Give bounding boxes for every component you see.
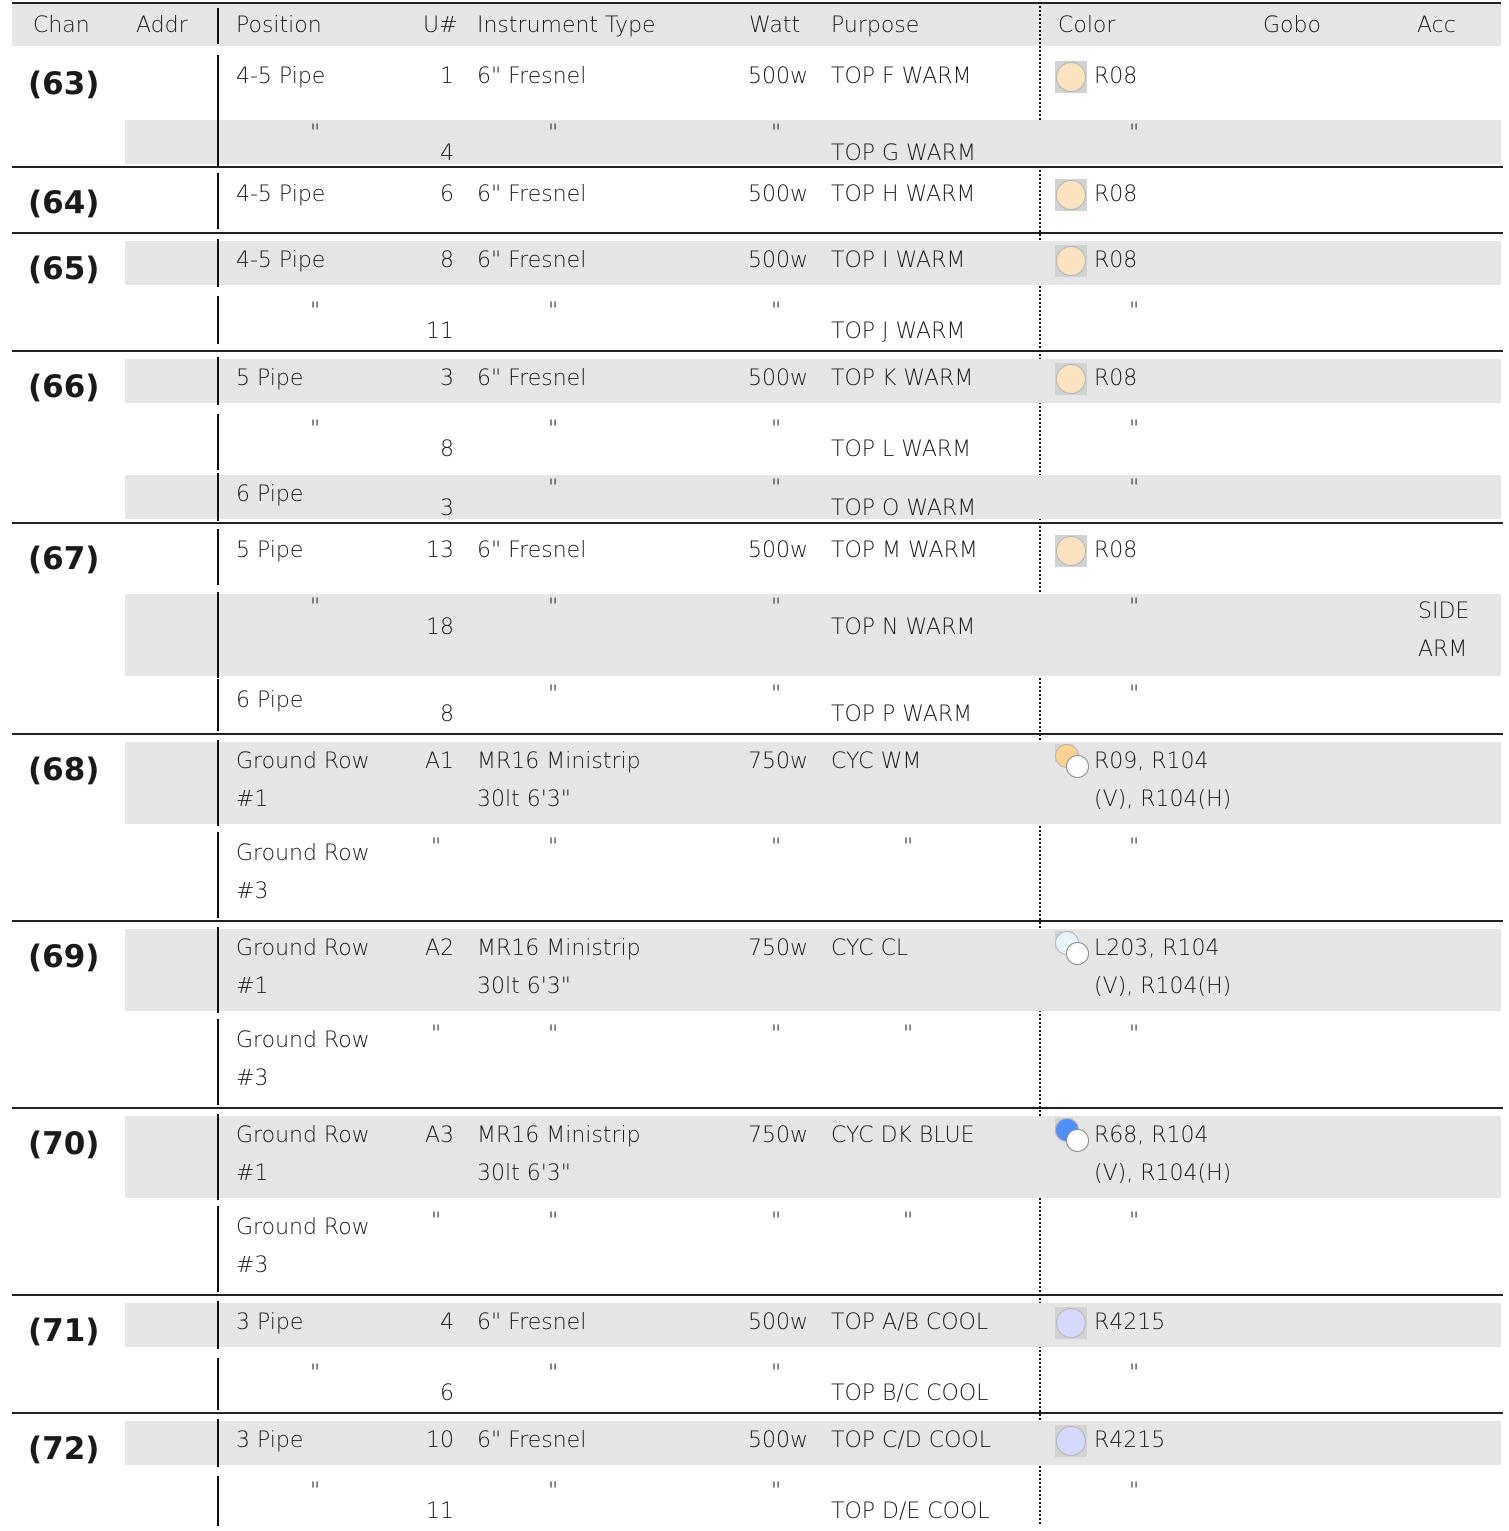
cell-unit: 10 [426, 1428, 454, 1453]
position-divider [217, 529, 219, 585]
cell-color: R08 [1094, 248, 1138, 273]
position-divider [217, 239, 219, 287]
cell-instrument-type: 6" Fresnel [477, 64, 587, 89]
channel-number: (65) [28, 251, 100, 287]
gel-swatch-circle [1056, 246, 1086, 276]
cell-position: Ground Row #1 [236, 1123, 370, 1186]
position-divider [217, 1019, 219, 1105]
cell-unit: 1 [440, 64, 454, 89]
cell-unit: 8 [440, 437, 454, 462]
cell-position: Ground Row #1 [236, 936, 370, 999]
cell-purpose: TOP L WARM [831, 437, 972, 462]
cell-color: R4215 [1094, 1428, 1166, 1453]
cell-color: " [1128, 1209, 1140, 1234]
header-divider [217, 8, 219, 44]
cell-watt: " [770, 417, 782, 442]
channel-number: (68) [28, 752, 100, 788]
cell-watt: 500w [748, 366, 808, 391]
group-rule [12, 166, 1503, 168]
top-rule [12, 2, 1501, 4]
group-rule [12, 522, 1503, 524]
cell-position: " [310, 417, 321, 442]
cell-position: 4-5 Pipe [236, 64, 326, 89]
position-divider [217, 414, 219, 470]
gel-swatch-circle [1056, 536, 1086, 566]
cell-position: 4-5 Pipe [236, 248, 326, 273]
position-divider [217, 927, 219, 1013]
position-divider [217, 473, 219, 521]
cell-position: 5 Pipe [236, 366, 304, 391]
cell-watt: " [770, 1022, 782, 1047]
cell-watt: " [770, 476, 782, 501]
position-divider [217, 118, 219, 166]
cell-color: R4215 [1094, 1310, 1166, 1335]
cell-instrument-type: 6" Fresnel [477, 182, 587, 207]
cell-unit: 4 [440, 1310, 454, 1335]
cell-instrument-type: " [547, 1022, 559, 1047]
cell-purpose: TOP I WARM [831, 248, 966, 273]
channel-number: (64) [28, 185, 100, 221]
channel-number: (72) [28, 1431, 100, 1467]
group-rule [12, 1107, 1503, 1109]
cell-purpose: TOP A/B COOL [831, 1310, 989, 1335]
cell-watt: " [770, 1209, 782, 1234]
header-watt: Watt [749, 13, 801, 38]
cell-purpose: TOP M WARM [831, 538, 978, 563]
cell-purpose: CYC WM [831, 749, 922, 774]
cell-purpose: " [902, 1209, 914, 1234]
cell-instrument-type: " [547, 1361, 559, 1386]
cell-unit: " [430, 835, 442, 860]
group-rule [12, 733, 1503, 735]
cell-unit: " [430, 1209, 442, 1234]
cell-position: 3 Pipe [236, 1428, 304, 1453]
cell-watt: " [770, 121, 782, 146]
cell-purpose: TOP C/D COOL [831, 1428, 991, 1453]
cell-color: R68, R104 (V), R104(H) [1094, 1123, 1232, 1186]
cell-acc: SIDE ARM [1418, 599, 1470, 662]
cell-unit: 11 [426, 1499, 454, 1524]
row-shade [125, 475, 1501, 519]
cell-purpose: TOP H WARM [831, 182, 976, 207]
cell-watt: 500w [748, 248, 808, 273]
gel-swatch-icon [1055, 1118, 1091, 1154]
row-shade [125, 1421, 1501, 1465]
position-divider [217, 357, 219, 405]
position-divider [217, 1301, 219, 1349]
cell-color: " [1128, 1361, 1140, 1386]
channel-number: (66) [28, 369, 100, 405]
position-divider [217, 1358, 219, 1410]
cell-color: R08 [1094, 182, 1138, 207]
row-shade [125, 594, 1501, 676]
gel-swatch-icon [1055, 744, 1091, 780]
cell-color: " [1128, 476, 1140, 501]
cell-position: Ground Row #3 [236, 1028, 370, 1091]
cell-instrument-type: " [547, 835, 559, 860]
cell-color: " [1128, 682, 1140, 707]
cell-purpose: " [902, 1022, 914, 1047]
row-shade [125, 359, 1501, 403]
header-unit: U# [423, 13, 458, 38]
cell-position: " [310, 299, 321, 324]
cell-purpose: CYC CL [831, 936, 909, 961]
cell-instrument-type: MR16 Ministrip 30lt 6'3" [477, 936, 641, 999]
cell-purpose: " [902, 835, 914, 860]
gel-swatch-icon [1055, 535, 1087, 567]
group-rule [12, 1294, 1503, 1296]
channel-number: (63) [28, 66, 100, 102]
cell-unit: A3 [424, 1123, 454, 1148]
row-shade [125, 241, 1501, 285]
cell-purpose: TOP F WARM [831, 64, 972, 89]
gel-swatch-icon [1055, 931, 1091, 967]
cell-instrument-type: " [547, 299, 559, 324]
cell-purpose: CYC DK BLUE [831, 1123, 975, 1148]
cell-unit: A2 [424, 936, 454, 961]
cell-watt: " [770, 682, 782, 707]
group-rule [12, 920, 1503, 922]
cell-position: Ground Row #3 [236, 1215, 370, 1278]
cell-instrument-type: 6" Fresnel [477, 248, 587, 273]
cell-purpose: TOP J WARM [831, 319, 966, 344]
header-color: Color [1058, 13, 1116, 38]
position-divider [217, 55, 219, 119]
cell-unit: 4 [440, 141, 454, 166]
cell-color: " [1128, 1479, 1140, 1504]
cell-color: " [1128, 1022, 1140, 1047]
cell-purpose: TOP D/E COOL [831, 1499, 990, 1524]
position-divider [217, 296, 219, 344]
cell-unit: A1 [424, 749, 454, 774]
cell-watt: " [770, 299, 782, 324]
cell-color: R09, R104 (V), R104(H) [1094, 749, 1232, 812]
gel-swatch-circle [1056, 1308, 1086, 1338]
gel-swatch-secondary [1066, 1129, 1089, 1152]
cell-position: " [310, 121, 321, 146]
header-purpose: Purpose [831, 13, 920, 38]
position-divider [217, 1114, 219, 1200]
cell-position: 6 Pipe [236, 482, 304, 507]
cell-unit: 6 [440, 1381, 454, 1406]
cell-instrument-type: " [547, 682, 559, 707]
position-divider [217, 1419, 219, 1467]
cell-instrument-type: 6" Fresnel [477, 538, 587, 563]
cell-purpose: TOP O WARM [831, 496, 977, 521]
cell-watt: 500w [748, 182, 808, 207]
cell-unit: 3 [440, 496, 454, 521]
cell-instrument-type: " [547, 595, 559, 620]
cell-watt: 750w [748, 1123, 808, 1148]
header-position: Position [236, 13, 322, 38]
group-rule [12, 1412, 1503, 1414]
cell-watt: 500w [748, 1310, 808, 1335]
cell-color: L203, R104 (V), R104(H) [1094, 936, 1232, 999]
cell-instrument-type: 6" Fresnel [477, 1428, 587, 1453]
position-divider [217, 592, 219, 678]
cell-watt: " [770, 1479, 782, 1504]
cell-color: R08 [1094, 366, 1138, 391]
cell-watt: 500w [748, 64, 808, 89]
gel-swatch-icon [1055, 363, 1087, 395]
cell-color: " [1128, 835, 1140, 860]
cell-instrument-type: " [547, 417, 559, 442]
gel-swatch-icon [1055, 1425, 1087, 1457]
cell-purpose: TOP N WARM [831, 615, 976, 640]
cell-watt: " [770, 835, 782, 860]
gel-swatch-secondary [1066, 755, 1089, 778]
gel-swatch-icon [1055, 1307, 1087, 1339]
position-divider [217, 832, 219, 918]
cell-instrument-type: " [547, 476, 559, 501]
group-rule [12, 232, 1503, 234]
cell-unit: 18 [426, 615, 454, 640]
cell-color: " [1128, 417, 1140, 442]
cell-instrument-type: MR16 Ministrip 30lt 6'3" [477, 749, 641, 812]
cell-instrument-type: 6" Fresnel [477, 1310, 587, 1335]
cell-color: R08 [1094, 64, 1138, 89]
cell-instrument-type: " [547, 1479, 559, 1504]
row-shade [125, 120, 1501, 164]
cell-purpose: TOP G WARM [831, 141, 976, 166]
cell-instrument-type: MR16 Ministrip 30lt 6'3" [477, 1123, 641, 1186]
cell-instrument-type: " [547, 1209, 559, 1234]
cell-color: R08 [1094, 538, 1138, 563]
gel-swatch-circle [1056, 1426, 1086, 1456]
cell-position: Ground Row #3 [236, 841, 370, 904]
header-gobo: Gobo [1263, 13, 1321, 38]
header-instrument-type: Instrument Type [477, 13, 656, 38]
cell-position: 5 Pipe [236, 538, 304, 563]
group-rule [12, 350, 1503, 352]
cell-color: " [1128, 121, 1140, 146]
channel-number: (71) [28, 1313, 100, 1349]
cell-unit: 3 [440, 366, 454, 391]
position-divider [217, 1206, 219, 1292]
cell-position: " [310, 1361, 321, 1386]
gel-swatch-circle [1056, 180, 1086, 210]
cell-watt: 500w [748, 538, 808, 563]
cell-watt: 500w [748, 1428, 808, 1453]
gel-swatch-circle [1056, 62, 1086, 92]
row-shade [125, 1303, 1501, 1347]
cell-watt: " [770, 595, 782, 620]
cell-position: Ground Row #1 [236, 749, 370, 812]
position-divider [217, 1476, 219, 1526]
cell-unit: " [430, 1022, 442, 1047]
cell-color: " [1128, 299, 1140, 324]
cell-watt: 750w [748, 749, 808, 774]
cell-purpose: TOP B/C COOL [831, 1381, 989, 1406]
gel-swatch-icon [1055, 179, 1087, 211]
cell-unit: 8 [440, 702, 454, 727]
channel-number: (70) [28, 1126, 100, 1162]
position-divider [217, 679, 219, 731]
cell-unit: 11 [426, 319, 454, 344]
cell-instrument-type: 6" Fresnel [477, 366, 587, 391]
channel-number: (67) [28, 541, 100, 577]
gel-swatch-icon [1055, 245, 1087, 277]
cell-purpose: TOP K WARM [831, 366, 974, 391]
position-divider [217, 740, 219, 826]
header-acc: Acc [1417, 13, 1456, 38]
cell-position: 4-5 Pipe [236, 182, 326, 207]
cell-color: " [1128, 595, 1140, 620]
cell-watt: 750w [748, 936, 808, 961]
channel-number: (69) [28, 939, 100, 975]
gel-swatch-circle [1056, 364, 1086, 394]
cell-unit: 6 [440, 182, 454, 207]
cell-position: " [310, 595, 321, 620]
gel-swatch-secondary [1066, 942, 1089, 965]
cell-unit: 13 [426, 538, 454, 563]
cell-purpose: TOP P WARM [831, 702, 973, 727]
cell-position: " [310, 1479, 321, 1504]
cell-instrument-type: " [547, 121, 559, 146]
position-divider [217, 173, 219, 229]
cell-watt: " [770, 1361, 782, 1386]
cell-position: 3 Pipe [236, 1310, 304, 1335]
cell-unit: 8 [440, 248, 454, 273]
cell-position: 6 Pipe [236, 688, 304, 713]
header-chan: Chan [33, 13, 90, 38]
gel-swatch-icon [1055, 61, 1087, 93]
header-addr: Addr [136, 13, 188, 38]
